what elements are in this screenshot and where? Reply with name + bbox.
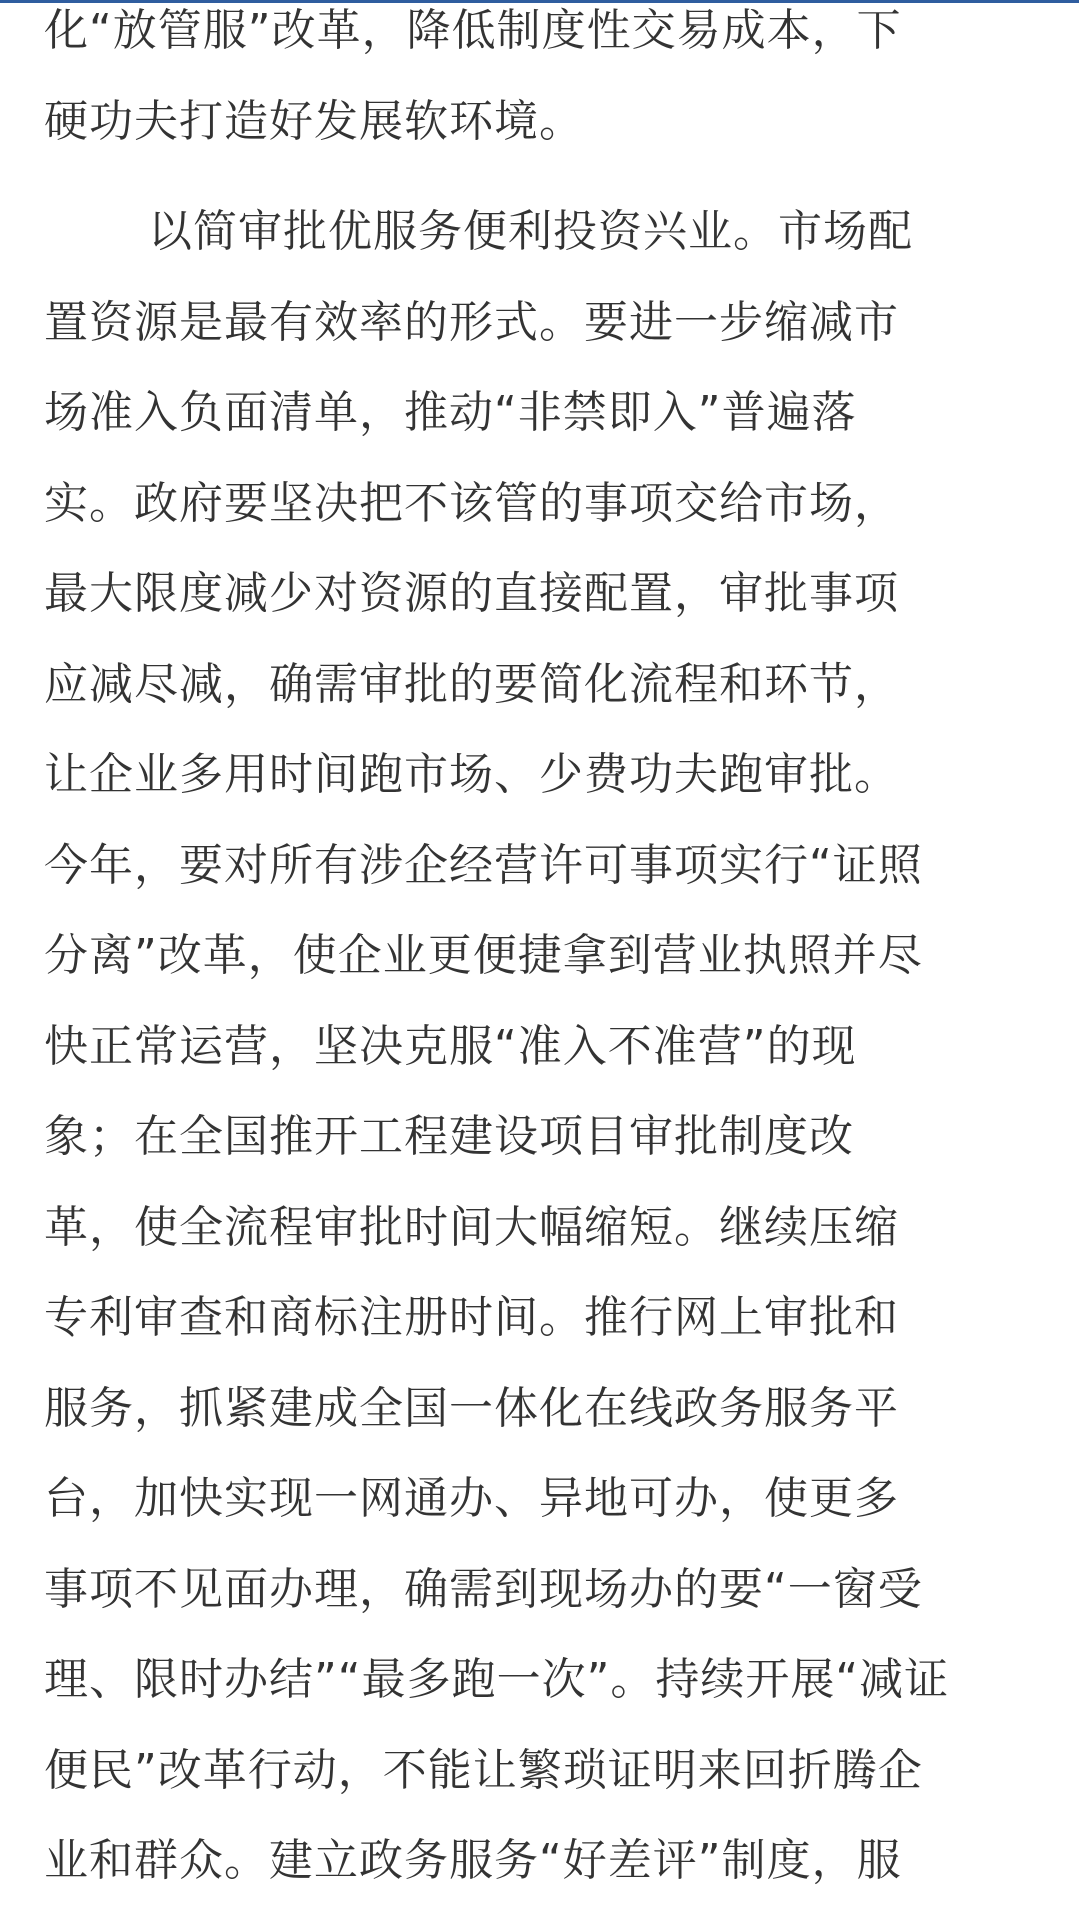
text-line: 最大限度减少对资源的直接配置，审批事项: [44, 568, 899, 619]
text-line: 服务，抓紧建成全国一体化在线政务服务平: [44, 1382, 899, 1434]
text-line: 快正常运营，坚决克服“准入不准营”的现: [44, 1020, 857, 1072]
text-line: 革，使全流程审批时间大幅缩短。继续压缩: [44, 1201, 899, 1253]
text-line: 实。政府要坚决把不该管的事项交给市场，: [44, 477, 899, 529]
text-line: 让企业多用时间跑市场、少费功夫跑审批。: [44, 749, 899, 800]
text-line: 化“放管服”改革，降低制度性交易成本，下: [44, 5, 902, 56]
text-line: 今年，要对所有涉企经营许可事项实行“证照: [44, 839, 923, 891]
text-line: 理、限时办结”“最多跑一次”。持续开展“减证: [44, 1654, 950, 1705]
text-line: 应减尽减，确需审批的要简化流程和环节，: [44, 658, 899, 710]
text-line: 硬功夫打造好发展软环境。: [44, 95, 584, 147]
text-line: 分离”改革，使企业更便捷拿到营业执照并尽: [44, 930, 923, 981]
paragraph-1: [0, 0, 1079, 167]
text-line: 置资源是最有效率的形式。要进一步缩减市: [44, 296, 899, 348]
text-line: 台，加快实现一网通办、异地可办，使更多: [44, 1473, 899, 1524]
text-line-indented: 以简审批优服务便利投资兴业。市场配: [148, 206, 913, 257]
text-line: 便民”改革行动，不能让繁琐证明来回折腾企: [44, 1744, 923, 1796]
paragraph-2: [0, 187, 1079, 1907]
text-line: 专利审查和商标注册时间。推行网上审批和: [44, 1292, 899, 1343]
text-line: 象；在全国推开工程建设项目审批制度改: [44, 1111, 854, 1162]
text-line: 业和群众。建立政务服务“好差评”制度，服: [44, 1835, 902, 1886]
text-line: 事项不见面办理，确需到现场办的要“一窗受: [44, 1563, 923, 1615]
paragraph-gap: [0, 167, 1079, 187]
text-line: 场准入负面清单，推动“非禁即入”普遍落: [44, 387, 857, 438]
